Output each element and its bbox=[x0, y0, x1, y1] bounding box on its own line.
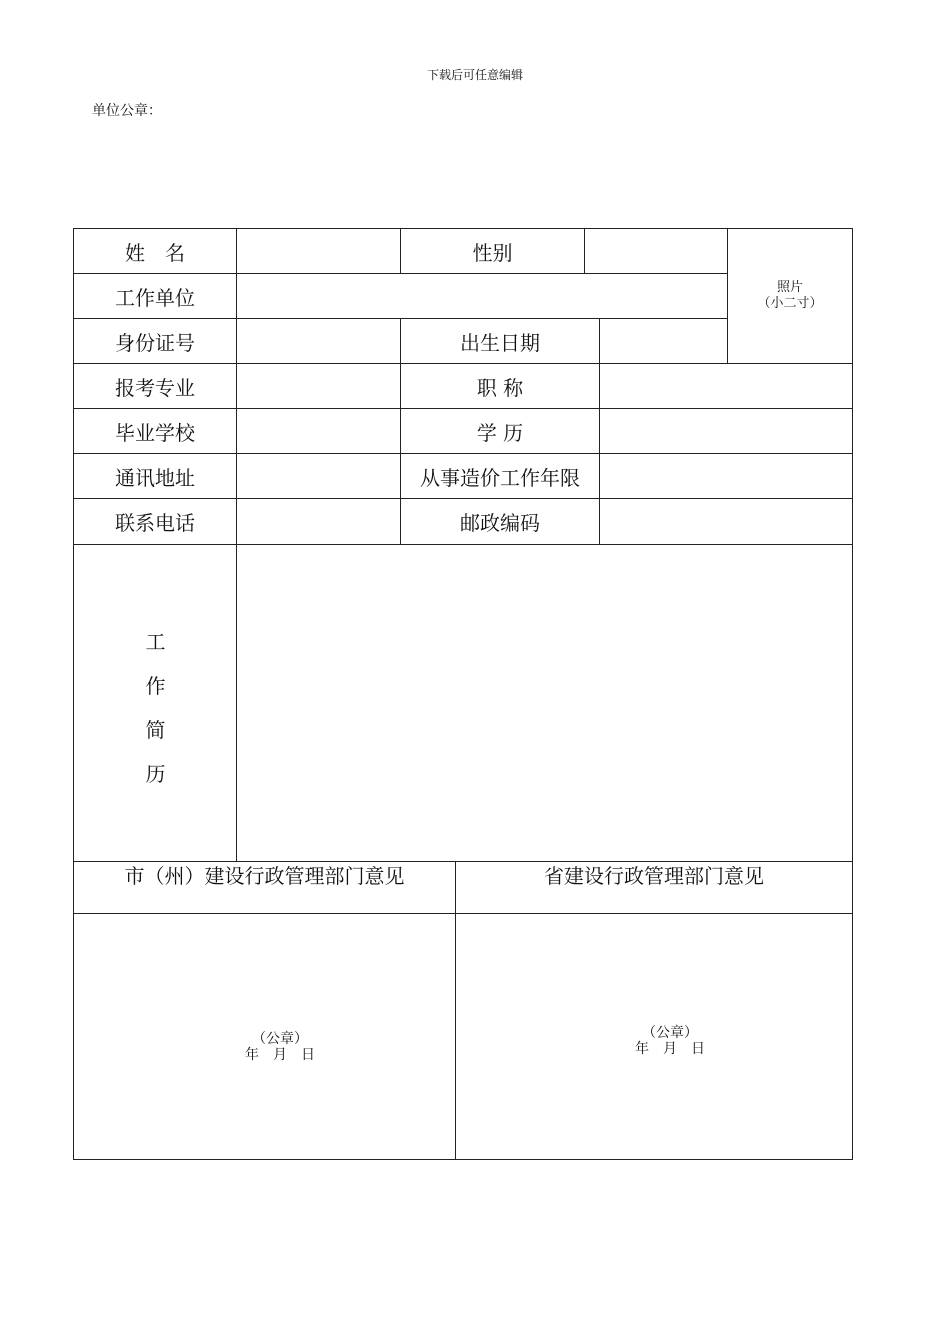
years-label: 从事造价工作年限 bbox=[420, 465, 580, 490]
address-field[interactable] bbox=[237, 454, 400, 498]
name-field[interactable] bbox=[237, 229, 400, 273]
city-date-text: 年 月 日 bbox=[245, 1047, 315, 1063]
major-label: 报考专业 bbox=[115, 375, 195, 400]
resume-char: 工 bbox=[145, 630, 166, 654]
gender-field[interactable] bbox=[585, 229, 727, 273]
work-unit-label: 工作单位 bbox=[115, 285, 195, 310]
photo-label: 照片 bbox=[776, 280, 803, 295]
work-unit-field[interactable] bbox=[237, 274, 727, 318]
province-opinion-label: 省建设行政管理部门意见 bbox=[544, 863, 764, 888]
phone-field[interactable] bbox=[237, 499, 400, 544]
unit-seal-label: 单位公章： bbox=[92, 103, 162, 119]
city-seal-text: （公章） bbox=[252, 1031, 308, 1047]
id-number-field[interactable] bbox=[237, 319, 400, 363]
years-field[interactable] bbox=[600, 454, 852, 498]
province-seal-text: （公章） bbox=[642, 1025, 698, 1041]
city-seal-area bbox=[230, 1031, 330, 1063]
page-header-note: 下载后可任意编辑 bbox=[426, 68, 523, 82]
resume-label bbox=[74, 620, 237, 796]
photo-box bbox=[728, 229, 852, 363]
resume-char: 历 bbox=[145, 762, 166, 786]
address-label: 通讯地址 bbox=[115, 465, 195, 490]
title-label: 职 称 bbox=[476, 375, 524, 400]
education-label: 学 历 bbox=[476, 420, 524, 445]
major-field[interactable] bbox=[237, 364, 400, 408]
resume-char: 作 bbox=[145, 674, 166, 698]
resume-field[interactable] bbox=[237, 545, 852, 861]
education-field[interactable] bbox=[600, 409, 852, 453]
postcode-field[interactable] bbox=[600, 499, 852, 544]
school-label: 毕业学校 bbox=[115, 420, 195, 445]
name-label: 姓 名 bbox=[125, 240, 185, 265]
postcode-label: 邮政编码 bbox=[460, 511, 540, 535]
birth-date-label: 出生日期 bbox=[460, 330, 540, 355]
photo-size-label: （小二寸） bbox=[757, 296, 823, 311]
province-date-text: 年 月 日 bbox=[635, 1041, 705, 1057]
province-seal-area bbox=[620, 1025, 720, 1057]
gender-label: 性别 bbox=[472, 240, 513, 265]
title-field[interactable] bbox=[600, 364, 852, 408]
resume-char: 简 bbox=[145, 718, 166, 742]
birth-date-field[interactable] bbox=[600, 319, 727, 363]
phone-label: 联系电话 bbox=[115, 511, 195, 535]
school-field[interactable] bbox=[237, 409, 400, 453]
id-number-label: 身份证号 bbox=[115, 330, 195, 355]
city-opinion-label: 市（州）建设行政管理部门意见 bbox=[124, 863, 405, 888]
